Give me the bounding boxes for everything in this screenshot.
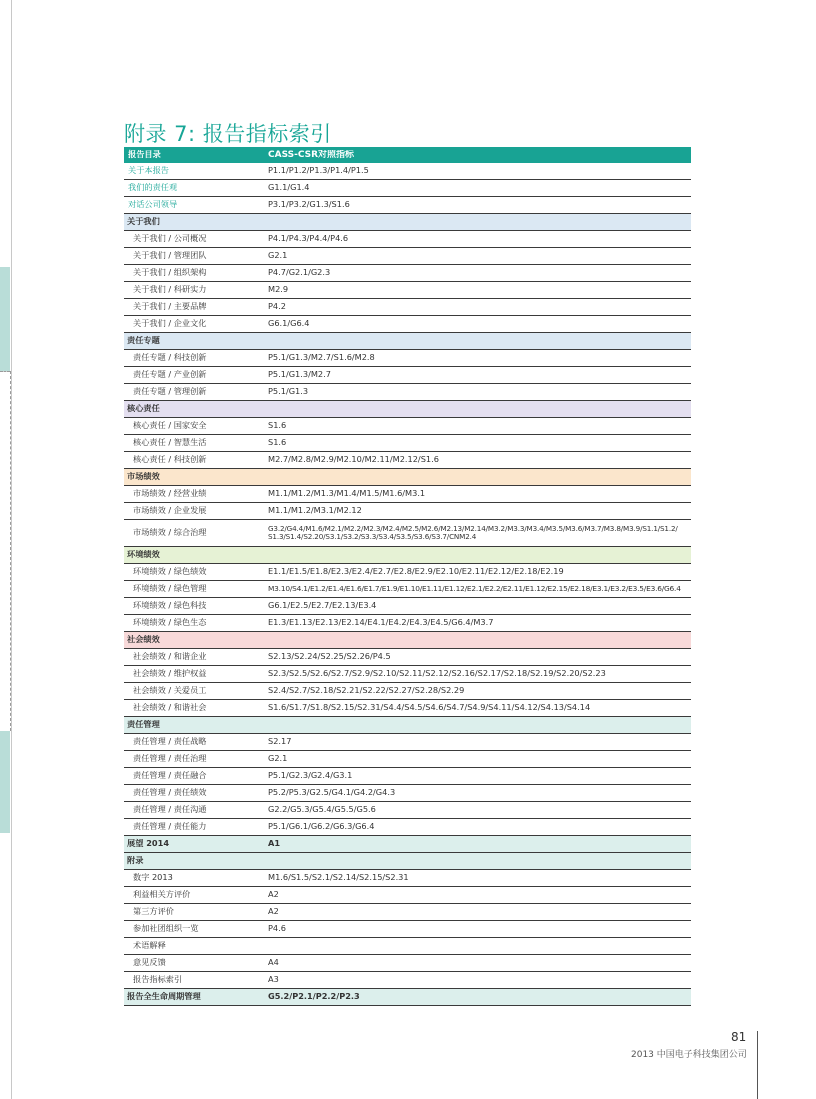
section-label: 市场绩效 [127, 471, 160, 482]
table-row [124, 615, 691, 632]
row-label: 环境绩效 / 绿色绩效 [133, 566, 207, 577]
table-row [124, 180, 691, 197]
row-label: 责任管理 / 责任沟通 [133, 804, 207, 815]
row-indicators: P5.1/G1.3/M2.7 [268, 370, 331, 380]
row-indicators: G3.2/G4.4/M1.6/M2.1/M2.2/M2.3/M2.4/M2.5/M2.6/M2.13/M2.14/M3.2/M3.3/M3.4/M3.5/M3.6/M3.7/M3.8/M3.9/S1.1/S1.2/ S1.3/S1.4/S2.20/S3.1/S3.2/S3.3/S3.4/S3.5/S3.6/S3.7/CNM2.4 [268, 525, 678, 541]
table-row [124, 520, 691, 547]
row-indicators: S2.17 [268, 737, 292, 747]
row-indicators: A4 [268, 958, 279, 968]
row-indicators: P5.1/G1.3/M2.7/S1.6/M2.8 [268, 353, 375, 363]
row-label: 意见反馈 [133, 957, 166, 968]
row-label: 责任管理 / 责任战略 [133, 736, 207, 747]
side-dash-vertical [10, 371, 11, 731]
section-row [124, 333, 691, 350]
row-indicators: P5.2/P5.3/G2.5/G4.1/G4.2/G4.3 [268, 788, 396, 798]
table-row [124, 972, 691, 989]
table-row [124, 581, 691, 598]
section-label: 社会绩效 [127, 634, 160, 645]
table-row [124, 683, 691, 700]
row-label: 市场绩效 / 经营业绩 [133, 488, 207, 499]
table-row [124, 350, 691, 367]
row-label: 核心责任 / 国家安全 [133, 420, 207, 431]
row-label: 社会绩效 / 维护权益 [133, 668, 207, 679]
table-row [124, 768, 691, 785]
row-indicators: A1 [268, 839, 281, 849]
section-row [124, 836, 691, 853]
table-row [124, 418, 691, 435]
row-label: 关于我们 / 科研实力 [133, 284, 207, 295]
row-label: 对话公司领导 [128, 199, 178, 210]
row-indicators: A2 [268, 890, 279, 900]
header-col-indicators: CASS-CSR对照指标 [268, 149, 355, 160]
row-label: 核心责任 / 智慧生活 [133, 437, 207, 448]
table-row [124, 649, 691, 666]
table-row [124, 666, 691, 683]
row-indicators: G6.1/G6.4 [268, 319, 310, 329]
row-indicators: M2.9 [268, 285, 289, 295]
row-label: 责任管理 / 责任融合 [133, 770, 207, 781]
row-indicators: P1.1/P1.2/P1.3/P1.4/P1.5 [268, 166, 369, 176]
table-body [124, 163, 691, 1006]
footer-rule [757, 1031, 758, 1099]
table-row [124, 870, 691, 887]
table-row [124, 598, 691, 615]
row-label: 关于我们 / 公司概况 [133, 233, 207, 244]
section-row [124, 401, 691, 418]
row-label: 利益相关方评价 [133, 889, 191, 900]
row-label: 关于本报告 [128, 165, 169, 176]
row-indicators: S2.4/S2.7/S2.18/S2.21/S2.22/S2.27/S2.28/S2.29 [268, 686, 465, 696]
row-indicators: S1.6/S1.7/S1.8/S2.15/S2.31/S4.4/S4.5/S4.6/S4.7/S4.9/S4.11/S4.12/S4.13/S4.14 [268, 703, 591, 713]
row-label: 市场绩效 / 综合治理 [133, 527, 207, 538]
table-row [124, 802, 691, 819]
section-label: 环境绩效 [127, 549, 160, 560]
index-table [124, 147, 691, 1006]
row-label: 责任管理 / 责任绩效 [133, 787, 207, 798]
side-tab-upper [0, 267, 10, 371]
table-row [124, 503, 691, 520]
row-label: 关于我们 / 管理团队 [133, 250, 207, 261]
row-indicators: A3 [268, 975, 279, 985]
row-label: 环境绩效 / 绿色生态 [133, 617, 207, 628]
row-label: 环境绩效 / 绿色科技 [133, 600, 207, 611]
table-row [124, 384, 691, 401]
table-row [124, 316, 691, 333]
table-row [124, 248, 691, 265]
row-indicators: G2.1 [268, 754, 288, 764]
section-label: 核心责任 [127, 403, 160, 414]
row-label: 术语解释 [133, 940, 166, 951]
row-indicators: E1.3/E1.13/E2.13/E2.14/E4.1/E4.2/E4.3/E4.5/G6.4/M3.7 [268, 618, 494, 628]
row-label: 责任专题 / 产业创新 [133, 369, 207, 380]
row-label: 我们的责任观 [128, 182, 178, 193]
section-label: 责任管理 [127, 719, 160, 730]
row-label: 责任专题 / 科技创新 [133, 352, 207, 363]
row-indicators: A2 [268, 907, 279, 917]
footer-company: 2013 中国电子科技集团公司 [631, 1050, 747, 1060]
row-label: 关于我们 / 组织架构 [133, 267, 207, 278]
row-indicators: P4.1/P4.3/P4.4/P4.6 [268, 234, 349, 244]
row-indicators: S2.13/S2.24/S2.25/S2.26/P4.5 [268, 652, 391, 662]
table-row [124, 265, 691, 282]
row-label: 环境绩效 / 绿色管理 [133, 583, 207, 594]
side-tab-lower [0, 731, 10, 833]
row-label: 参加社团组织一览 [133, 923, 199, 934]
page-edge-line [11, 0, 12, 1099]
page-title: 附录 7: 报告指标索引 [124, 122, 332, 147]
row-indicators: G2.2/G5.3/G5.4/G5.5/G5.6 [268, 805, 376, 815]
row-label: 报告指标索引 [133, 974, 183, 985]
row-label: 第三方评价 [133, 906, 174, 917]
table-row [124, 955, 691, 972]
row-label: 核心责任 / 科技创新 [133, 454, 207, 465]
table-row [124, 819, 691, 836]
table-row [124, 785, 691, 802]
row-indicators: S1.6 [268, 438, 287, 448]
section-label: 责任专题 [127, 335, 160, 346]
row-indicators: P4.7/G2.1/G2.3 [268, 268, 331, 278]
table-row [124, 751, 691, 768]
row-indicators: P3.1/P3.2/G1.3/S1.6 [268, 200, 350, 210]
table-row [124, 486, 691, 503]
row-indicators: G1.1/G1.4 [268, 183, 310, 193]
table-row [124, 904, 691, 921]
row-label: 责任专题 / 管理创新 [133, 386, 207, 397]
row-label: 社会绩效 / 和谐企业 [133, 651, 207, 662]
side-dash-upper [0, 371, 10, 372]
row-indicators: P4.6 [268, 924, 286, 934]
row-indicators: P5.1/G6.1/G6.2/G6.3/G6.4 [268, 822, 375, 832]
row-label: 市场绩效 / 企业发展 [133, 505, 207, 516]
section-row [124, 469, 691, 486]
table-row [124, 734, 691, 751]
section-label: 附录 [127, 855, 144, 866]
row-indicators: G6.1/E2.5/E2.7/E2.13/E3.4 [268, 601, 377, 611]
table-row [124, 197, 691, 214]
section-row [124, 853, 691, 870]
row-indicators: P5.1/G1.3 [268, 387, 309, 397]
row-indicators: S2.3/S2.5/S2.6/S2.7/S2.9/S2.10/S2.11/S2.12/S2.16/S2.17/S2.18/S2.19/S2.20/S2.23 [268, 669, 606, 679]
section-row [124, 717, 691, 734]
section-row [124, 214, 691, 231]
row-indicators: M2.7/M2.8/M2.9/M2.10/M2.11/M2.12/S1.6 [268, 455, 439, 465]
table-row [124, 452, 691, 469]
row-indicators: P4.2 [268, 302, 286, 312]
row-indicators: P5.1/G2.3/G2.4/G3.1 [268, 771, 353, 781]
row-label: 数字 2013 [133, 872, 173, 883]
row-indicators: G5.2/P2.1/P2.2/P2.3 [268, 992, 360, 1002]
table-row [124, 282, 691, 299]
page-number: 81 [731, 1030, 747, 1044]
row-indicators: M1.1/M1.2/M1.3/M1.4/M1.5/M1.6/M3.1 [268, 489, 426, 499]
row-indicators: M1.6/S1.5/S2.1/S2.14/S2.15/S2.31 [268, 873, 409, 883]
row-indicators: E1.1/E1.5/E1.8/E2.3/E2.4/E2.7/E2.8/E2.9/E2.10/E2.11/E2.12/E2.18/E2.19 [268, 567, 564, 577]
row-label: 责任管理 / 责任治理 [133, 753, 207, 764]
table-header [124, 147, 691, 163]
row-indicators: M1.1/M1.2/M3.1/M2.12 [268, 506, 362, 516]
table-row [124, 938, 691, 955]
row-label: 责任管理 / 责任能力 [133, 821, 207, 832]
table-row [124, 700, 691, 717]
table-row [124, 435, 691, 452]
table-row [124, 367, 691, 384]
row-indicators: G2.1 [268, 251, 288, 261]
table-row [124, 887, 691, 904]
table-row [124, 921, 691, 938]
row-label: 社会绩效 / 关爱员工 [133, 685, 207, 696]
section-label: 报告全生命周期管理 [127, 991, 201, 1002]
row-label: 关于我们 / 企业文化 [133, 318, 207, 329]
row-label: 社会绩效 / 和谐社会 [133, 702, 207, 713]
section-row [124, 989, 691, 1006]
table-row [124, 299, 691, 316]
section-row [124, 632, 691, 649]
section-row [124, 547, 691, 564]
section-label: 展望 2014 [127, 838, 170, 849]
section-label: 关于我们 [127, 216, 160, 227]
row-label: 关于我们 / 主要品牌 [133, 301, 207, 312]
table-row [124, 163, 691, 180]
header-col-contents: 报告目录 [128, 149, 161, 160]
table-row [124, 564, 691, 581]
row-indicators: M3.10/S4.1/E1.2/E1.4/E1.6/E1.7/E1.9/E1.10/E1.11/E1.12/E2.1/E2.2/E2.11/E1.12/E2.15/E2.18/E3.1/E3.2/E3.5/E3.6/G6.4 [268, 584, 681, 593]
row-indicators: S1.6 [268, 421, 287, 431]
table-row [124, 231, 691, 248]
